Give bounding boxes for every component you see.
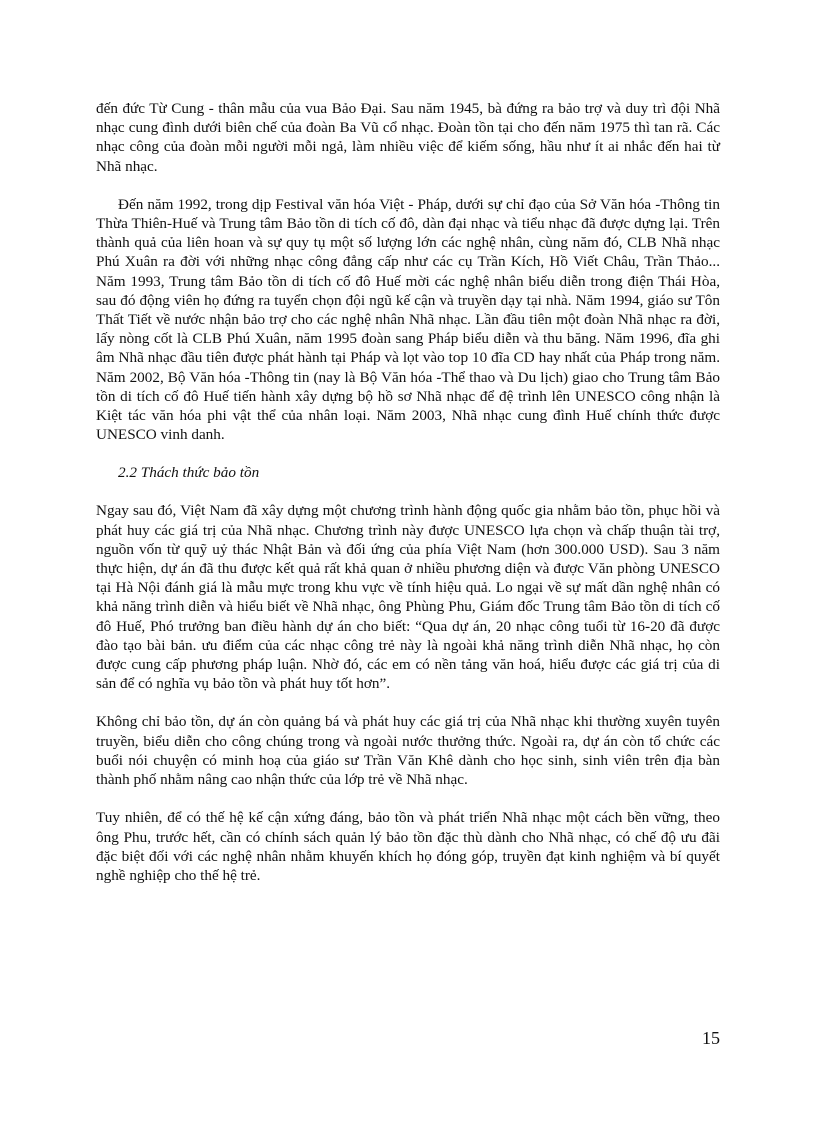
paragraph-promotion: Không chỉ bảo tồn, dự án còn quảng bá và phát huy các giá trị của Nhã nhạc khi thường xuyên tuyên truyền, biểu diễn cho công chúng trong và ngoài nước thưởng thức. Ngoài ra, dự án còn tổ chức các buổi nói chuyện có minh hoạ của giáo sư Trần Văn Khê dành cho học sinh, sinh viên trên địa bàn thành phố nhằm nâng cao nhận thức của lớp trẻ về Nhã nhạc. xyxy=(96,713,720,789)
paragraph-preservation-program: Ngay sau đó, Việt Nam đã xây dựng một chương trình hành động quốc gia nhằm bảo tồn, phục hồi và phát huy các giá trị của Nhã nhạc. Chương trình này được UNESCO lựa chọn và chấp thuận tài trợ, nguồn vốn từ quỹ uỷ thác Nhật Bản và đối ứng của phía Việt Nam (hơn 300.000 USD). Sau 3 năm thực hiện, dự án đã thu được kết quả rất khả quan ở nhiều phương diện và được Văn phòng UNESCO tại Hà Nội đánh giá là mẫu mực trong khu vực về tính hiệu quả. Lo ngại về sự mất dần nghệ nhân có khả năng trình diễn và hiểu biết về Nhã nhạc, ông Phùng Phu, Giám đốc Trung tâm Bảo tồn di tích cố đô Huế, Phó trưởng ban điều hành dự án cho biết: “Qua dự án, 20 nhạc công tuổi từ 16-20 đã được đào tạo bài bản. ưu điểm của các nhạc công trẻ này là ngoài khả năng trình diễn Nhã nhạc, họ còn được cung cấp phương pháp luận. Nhờ đó, các em có nền tảng văn hoá, hiểu được các giá trị của di sản để có nghĩa vụ bảo tồn và phát huy tốt hơn”. xyxy=(96,502,720,693)
paragraph-future-policy: Tuy nhiên, để có thế hệ kế cận xứng đáng, bảo tồn và phát triển Nhã nhạc một cách bền vững, theo ông Phu, trước hết, cần có chính sách quản lý bảo tồn đặc thù dành cho Nhã nhạc, có chế độ ưu đãi đặc biệt đối với các nghệ nhân nhằm khuyến khích họ đóng góp, truyền đạt kinh nghiệm và bí quyết nghề nghiệp cho thế hệ trẻ. xyxy=(96,809,720,884)
paragraph-continuation: đến đức Từ Cung - thân mẫu của vua Bảo Đại. Sau năm 1945, bà đứng ra bảo trợ và duy trì đội Nhã nhạc cung đình dưới biên chế của đoàn Ba Vũ cổ nhạc. Đoàn tồn tại cho đến năm 1975 thì tan rã. Các nhạc công của đoàn mỗi người mỗi ngả, làm nhiều việc để kiếm sống, hầu như ít ai nhắc đến hai từ Nhã nhạc. xyxy=(96,100,720,175)
page-content xyxy=(96,99,720,904)
paragraph-history-1992: Đến năm 1992, trong dịp Festival văn hóa Việt - Pháp, dưới sự chỉ đạo của Sở Văn hóa -Thông tin Thừa Thiên-Huế và Trung tâm Bảo tồn di tích cố đô, dàn đại nhạc và tiểu nhạc đã được dựng lại. Trên thành quả của liên hoan và sự quy tụ một số lượng lớn các nghệ nhân, cùng năm đó, CLB Nhã nhạc Phú Xuân ra đời với những nhạc công đẳng cấp như các cụ Trần Kích, Hồ Viết Châu, Trần Thảo... Năm 1993, Trung tâm Bảo tồn di tích cố đô Huế mời các nghệ nhân biểu diễn trong điện Thái Hòa, sau đó động viên họ đứng ra tuyển chọn đội ngũ kế cận và truyền dạy tại nhà. Năm 1994, giáo sư Tôn Thất Tiết về nước nhận bảo trợ cho các nghệ nhân Nhã nhạc. Lần đầu tiên một đoàn Nhã nhạc ra đời, lấy nòng cốt là CLB Phú Xuân, năm 1995 đoàn sang Pháp biểu diễn và thu băng. Năm 1996, đĩa ghi âm Nhã nhạc đầu tiên được phát hành tại Pháp và lọt vào top 10 đĩa CD hay nhất của Pháp trong năm. Năm 2002, Bộ Văn hóa -Thông tin (nay là Bộ Văn hóa -Thể thao và Du lịch) giao cho Trung tâm Bảo tồn di tích cố đô Huế tiến hành xây dựng bộ hồ sơ Nhã nhạc để đệ trình lên UNESCO công nhận là Kiệt tác văn hóa phi vật thể của nhân loại. Năm 2003, Nhã nhạc cung đình Huế chính thức được UNESCO vinh danh. xyxy=(96,195,720,444)
page-number: 15 xyxy=(702,1028,720,1048)
section-heading: 2.2 Thách thức bảo tồn xyxy=(118,464,260,482)
